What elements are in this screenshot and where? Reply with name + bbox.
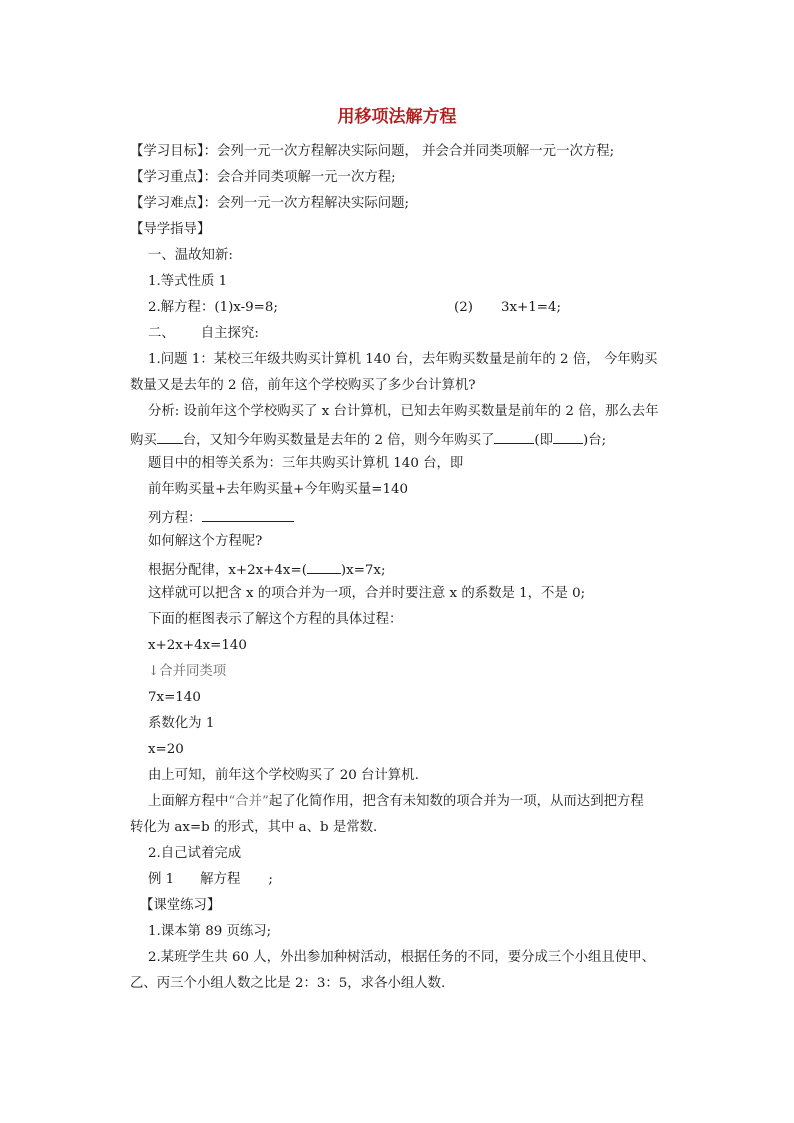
equal-relation: 题目中的相等关系为：三年共购买计算机 140 台，即 [148,456,464,471]
problem-line-1: 1.问题 1：某校三年级共购买计算机 140 台，去年购买数量是前年的 2 倍， 今年购买 [148,352,658,367]
distributive-law [148,559,386,580]
difficulty-tag: 【学习难点】 [130,196,204,211]
section2-heading-text: 自主探究: [200,326,259,341]
conclusion: 由上可知，前年这个学校购买了 20 台计算机. [148,768,419,783]
flow-step-2: ↓合并同类项 [148,664,227,679]
blank-equation [202,507,294,522]
distributive-a: 根据分配律，x+2x+4x=( [148,563,307,578]
summary-quote: “合并” [228,794,269,809]
flow-step-5: x=20 [148,742,184,757]
item2-eq1: (1)x-9=8; [214,300,278,315]
practice-item-1: 1.课本第 89 页练习; [148,924,272,939]
analysis-2b: 台，又知今年购买数量是去年的 2 倍，则今年购买了 [182,433,495,448]
section2-heading-num: 二、 [148,326,175,341]
flow-step-3: 7x=140 [148,690,201,705]
try-yourself: 2.自己试着完成 [148,846,242,861]
key-text: ：会合并同类项解一元一次方程; [203,170,396,185]
section1-item2 [148,299,278,317]
summary-1b: 起了化简作用，把含有未知数的项合并为一项，从而达到把方程 [268,794,644,809]
key-tag: 【学习重点】 [130,170,204,185]
list-eq-label: 列方程： [148,511,202,526]
blank-this-year-simplified [553,429,583,444]
list-equation [148,507,294,528]
section1-item1: 1.等式性质 1 [148,274,228,289]
flow-step-4: 系数化为 1 [148,716,215,731]
analysis-line-1: 分析: 设前年这个学校购买了 x 台计算机，已知去年购买数量是前年的 2 倍，那么去年 [148,404,659,419]
distributive-b: )x=7x; [340,563,386,578]
practice-item-2-line-1: 2.某班学生共 60 人，外出参加种树活动，根据任务的不同，要分成三个小组且使甲、 [148,950,655,965]
practice-item-2-line-2: 乙、丙三个小组人数之比是 2：3：5，求各小组人数. [130,976,446,991]
goal-tag: 【学习目标】 [130,144,204,159]
analysis-line-2 [130,429,606,450]
learning-goal [130,143,614,161]
blank-coefficient [307,559,341,574]
flow-intro: 下面的框图表示了解这个方程的具体过程： [148,612,403,627]
flow-step-1: x+2x+4x=140 [148,638,247,653]
summary-1a: 上面解方程中 [148,794,229,809]
blank-this-year [494,429,534,444]
equation-words: 前年购买量+去年购买量+今年购买量=140 [148,482,409,497]
problem-line-2: 数量又是去年的 2 倍，前年这个学校购买了多少台计算机? [130,378,476,393]
page-title: 用移项法解方程 [337,107,457,127]
practice-heading: 【课堂练习】 [140,898,221,913]
difficulty-text: ：会列一元一次方程解决实际问题; [203,196,410,211]
section2-heading [148,325,259,343]
example-1 [148,871,273,889]
example-text: 解方程 [200,872,241,887]
goal-text: ：会列一元一次方程解决实际问题， 并会合并同类项解一元一次方程; [203,144,615,159]
blank-last-year [157,429,183,444]
example-end: ; [268,872,273,887]
example-label: 例 1 [148,872,175,887]
combine-note: 这样就可以把含 x 的项合并为一项，合并时要注意 x 的系数是 1，不是 0; [148,586,586,601]
learning-difficulty [130,195,409,213]
analysis-2c: (即 [534,433,554,448]
item2-label: 2.解方程： [148,300,215,315]
summary-line-2: 转化为 ax=b 的形式，其中 a、b 是常数. [130,820,378,835]
section1-item2-eq2 [454,299,561,317]
section1-heading: 一、温故知新: [148,248,233,263]
item2-eq2-num: (2) [454,300,473,315]
analysis-2a: 购买 [130,433,157,448]
summary-line-1 [148,793,644,811]
learning-key-point [130,169,396,187]
item2-eq2: 3x+1=4; [500,300,562,315]
analysis-2d: )台; [583,433,607,448]
guide-heading: 【导学指导】 [130,222,211,237]
how-solve: 如何解这个方程呢? [148,534,263,549]
